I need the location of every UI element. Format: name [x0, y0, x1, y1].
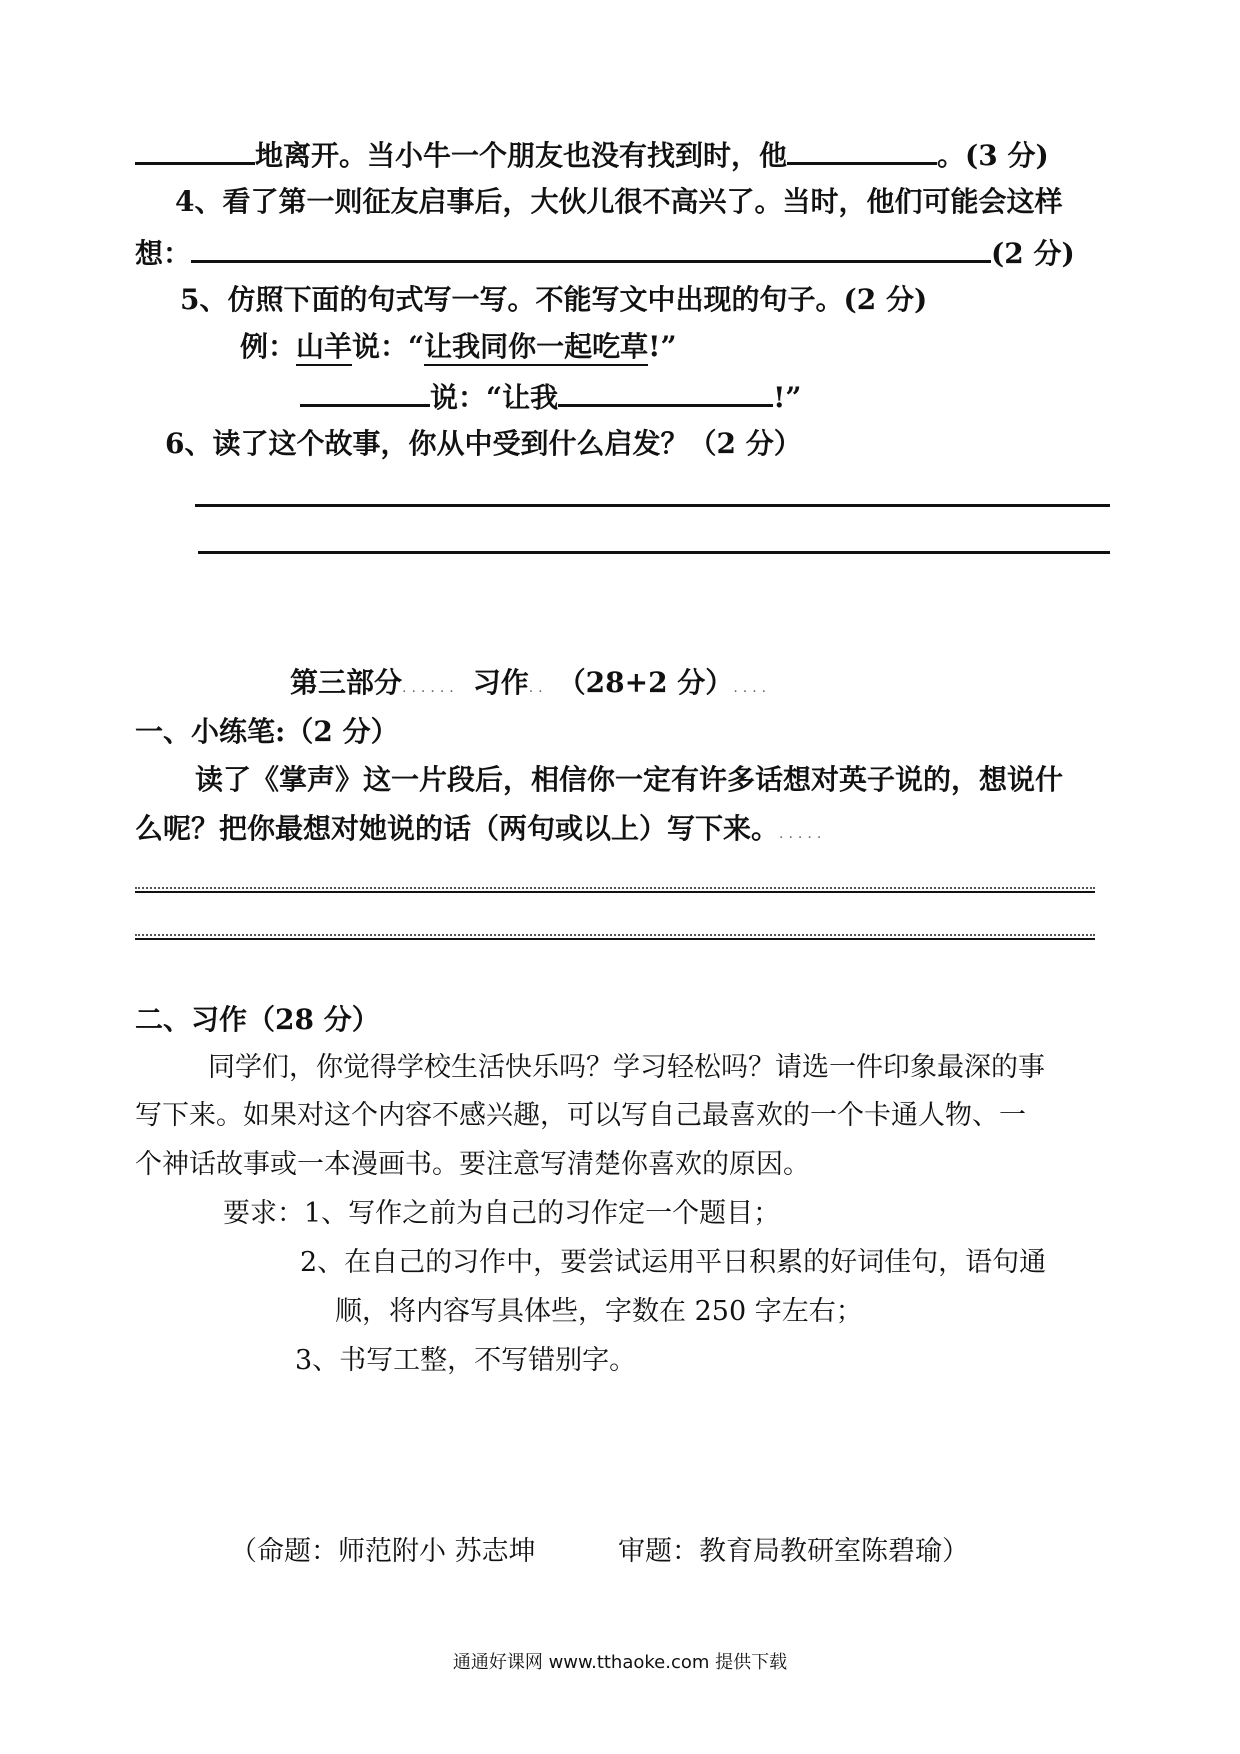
section1-line1: 读了《掌声》这一片段后，相信你一定有许多话想对英子说的，想说什: [195, 763, 1064, 796]
requirement-2-line2: 顺，将内容写具体些，字数在 250 字左右；: [335, 1296, 863, 1327]
section2-para-line2: 写下来。如果对这个内容不感兴趣，可以写自己最喜欢的一个卡通人物、一: [135, 1100, 1026, 1131]
part3-title-b: 习作: [472, 666, 529, 699]
answer-blank[interactable]: [787, 136, 937, 165]
answer-blank[interactable]: [300, 378, 430, 407]
part3-title-a: 第三部分: [290, 666, 403, 699]
q5-text: 5、仿照下面的句式写一写。不能写文中出现的句子。(2 分): [180, 283, 928, 316]
example-middle: 说：“: [352, 330, 425, 363]
q4-score: (2 分): [991, 237, 1075, 270]
writing-line-underline: [135, 891, 1095, 893]
credits-author: （命题：师范附小 苏志坤: [230, 1536, 536, 1567]
answer-line[interactable]: [198, 551, 1110, 554]
section1-heading: 一、小练笔:（2 分）: [135, 715, 399, 748]
example-prefix: 例：: [240, 330, 297, 363]
q3-text: 地离开。当小牛一个朋友也没有找到时，他: [255, 139, 788, 172]
part3-score: （28+2 分）: [557, 666, 734, 699]
fill-end: !”: [773, 381, 802, 414]
answer-blank[interactable]: [135, 136, 255, 165]
answer-blank[interactable]: [558, 378, 773, 407]
requirement-1: 要求：1、写作之前为自己的习作定一个题目；: [223, 1198, 781, 1229]
credits-reviewer: 审题：教育局教研室陈碧瑜）: [618, 1536, 969, 1567]
part3-title: [290, 666, 771, 700]
requirement-3: 3、书写工整，不写错别字。: [295, 1345, 637, 1376]
q3-score: 。(3 分): [937, 139, 1049, 172]
dot-leader: ....: [733, 680, 772, 696]
section2-para-line3: 个神话故事或一本漫画书。要注意写清楚你喜欢的原因。: [135, 1149, 810, 1180]
q4-line2: [135, 234, 1075, 271]
dot-leader: .....: [779, 826, 827, 842]
answer-line[interactable]: [195, 504, 1110, 507]
dot-leader: ..: [528, 680, 548, 696]
answer-blank[interactable]: [191, 234, 991, 263]
q4-text: 4、看了第一则征友启事后，大伙儿很不高兴了。当时，他们可能会这样: [175, 185, 1063, 218]
section1-line2: [135, 812, 826, 846]
dot-leader: ......: [402, 680, 459, 696]
example-subject: 山羊: [296, 330, 352, 366]
q5-fill-line: [300, 378, 802, 415]
q3-continuation-line: [135, 136, 1049, 173]
writing-line-underline: [135, 938, 1095, 940]
q4-prefix: 想：: [135, 237, 192, 270]
example-quote: 让我同你一起吃草: [424, 330, 648, 366]
fill-middle: 说：“让我: [430, 381, 559, 414]
example-end: !”: [648, 330, 677, 363]
requirement-2-line1: 2、在自己的习作中，要尝试运用平日积累的好词佳句，语句通: [300, 1247, 1047, 1278]
footer-source: 通通好课网 www.tthaoke.com 提供下载: [452, 1652, 788, 1673]
section1-line2-text: 么呢？把你最想对她说的话（两句或以上）写下来。: [135, 812, 780, 845]
writing-line[interactable]: [135, 887, 1095, 889]
q6-text: 6、读了这个故事，你从中受到什么启发？（2 分）: [165, 427, 802, 460]
section2-para-line1: 同学们，你觉得学校生活快乐吗？学习轻松吗？请选一件印象最深的事: [208, 1052, 1045, 1083]
writing-line[interactable]: [135, 934, 1095, 936]
section2-heading: 二、习作（28 分）: [135, 1003, 380, 1036]
q5-example: [240, 330, 677, 364]
